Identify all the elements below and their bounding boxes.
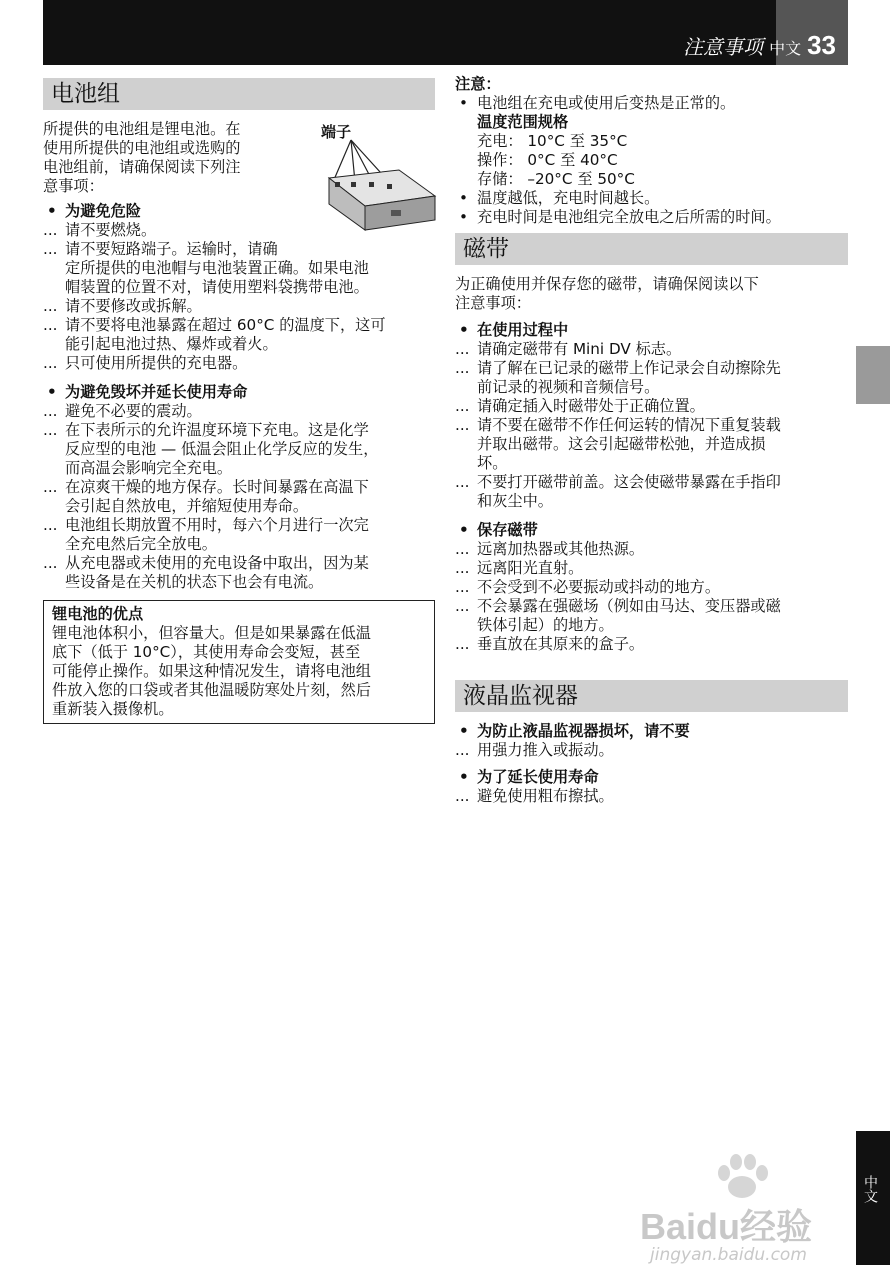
- battery-illustration: [321, 120, 439, 232]
- notes-item: • 温度越低，充电时间越长。: [455, 189, 848, 208]
- header-bar: [43, 0, 848, 65]
- side-tab-language: [856, 1131, 890, 1265]
- list-item-cont: 前记录的视频和音频信号。: [477, 378, 660, 396]
- box-line: 重新装入摄像机。: [52, 700, 174, 718]
- list-item-cont: 和灰尘中。: [477, 492, 553, 510]
- box-line: 底下（低于 10°C），其使用寿命会变短，甚至: [52, 643, 361, 661]
- left-column: [43, 78, 435, 724]
- list-item: ... 避免使用粗布擦拭。: [455, 787, 848, 806]
- list-item: ... 垂直放在其原来的盒子。: [455, 635, 848, 654]
- list-item: ... 从充电器或未使用的充电设备中取出，因为某: [43, 554, 435, 573]
- list-item-cont: 会引起自然放电，并缩短使用寿命。: [65, 497, 308, 515]
- list-item-cont: 帽装置的位置不对，请使用塑料袋携带电池。: [65, 278, 369, 296]
- list-item: ... 只可使用所提供的充电器。: [43, 354, 435, 373]
- tape-intro-line: 注意事项：: [455, 294, 531, 312]
- list-item: ... 在凉爽干燥的地方保存。长时间暴露在高温下: [43, 478, 435, 497]
- side-tab-label: 中文: [862, 1175, 878, 1203]
- intro-line: 电池组前，请确保阅读下列注: [43, 158, 241, 176]
- side-tab-gray: [856, 346, 890, 404]
- header-title: 注意事项: [683, 35, 764, 59]
- list-item: ... 请确定磁带有 Mini DV 标志。: [455, 340, 848, 359]
- spec-line: 充电： 10°C 至 35°C: [477, 132, 628, 150]
- list-item-cont: 全充电然后完全放电。: [65, 535, 217, 553]
- tape-store-title: • 保存磁带: [455, 521, 848, 540]
- paw-icon: [712, 1153, 772, 1203]
- lithium-info-box: [43, 600, 435, 724]
- list-item: ... 请不要燃烧。: [43, 221, 435, 240]
- list-item-cont: 能引起电池过热、爆炸或着火。: [65, 335, 278, 353]
- list-item: ... 请不要修改或拆解。: [43, 297, 435, 316]
- spec-title: 温度范围规格: [477, 113, 569, 131]
- list-item: ... 用强力推入或振动。: [455, 741, 848, 760]
- spec-line: 操作： 0°C 至 40°C: [477, 151, 618, 169]
- watermark-brand: Baidu经验: [640, 1206, 813, 1247]
- list-item: ... 请了解在已记录的磁带上作记录会自动擦除先: [455, 359, 848, 378]
- box-line: 锂电池体积小，但容量大。但是如果暴露在低温: [52, 624, 371, 642]
- list-item-cont: 定所提供的电池帽与电池装置正确。如果电池: [65, 259, 369, 277]
- box-line: 件放入您的口袋或者其他温暖防寒处片刻，然后: [52, 681, 371, 699]
- list-item: ... 在下表所示的允许温度环境下充电。这是化学: [43, 421, 435, 440]
- list-item: ... 远离加热器或其他热源。: [455, 540, 848, 559]
- intro-line: 使用所提供的电池组或选购的: [43, 139, 241, 157]
- life-title: • 为避免毁坏并延长使用寿命: [43, 383, 435, 402]
- intro-line: 所提供的电池组是锂电池。在: [43, 120, 241, 138]
- intro-line: 意事项：: [43, 177, 104, 195]
- list-item-cont: 而高温会影响完全充电。: [65, 459, 233, 477]
- tape-use-title: • 在使用过程中: [455, 321, 848, 340]
- list-item: ... 电池组长期放置不用时，每六个月进行一次完: [43, 516, 435, 535]
- terminal-label: 端子: [321, 123, 352, 141]
- right-column: [455, 75, 848, 806]
- list-item: ... 请不要短路端子。运输时，请确: [43, 240, 435, 259]
- list-item-cont: 并取出磁带。这会引起磁带松弛，并造成损: [477, 435, 766, 453]
- list-item: ... 避免不必要的震动。: [43, 402, 435, 421]
- list-item-cont: 反应型的电池 — 低温会阻止化学反应的发生，: [65, 440, 379, 458]
- spec-line: 存储： –20°C 至 50°C: [477, 170, 635, 188]
- list-item-cont: 坏。: [477, 454, 508, 472]
- list-item: ... 请不要在磁带不作任何运转的情况下重复装载: [455, 416, 848, 435]
- tape-heading: 磁带: [455, 233, 848, 265]
- notes-title: 注意：: [455, 75, 501, 93]
- box-line: 可能停止操作。如果这种情况发生，请将电池组: [52, 662, 371, 680]
- list-item: ... 不会暴露在强磁场（例如由马达、变压器或磁: [455, 597, 848, 616]
- list-item-cont: 铁体引起）的地方。: [477, 616, 614, 634]
- lcd-prevent-title: • 为防止液晶监视器损坏，请不要: [455, 722, 848, 741]
- list-item-cont: 些设备是在关机的状态下也会有电流。: [65, 573, 324, 591]
- list-item: ... 不会受到不必要振动或抖动的地方。: [455, 578, 848, 597]
- header-text: [683, 30, 836, 61]
- list-item: ... 远离阳光直射。: [455, 559, 848, 578]
- danger-title: • 为避免危险: [43, 202, 435, 221]
- battery-heading: 电池组: [43, 78, 435, 110]
- notes-item: • 电池组在充电或使用后变热是正常的。: [455, 94, 848, 113]
- watermark: [640, 1153, 840, 1268]
- list-item: ... 请不要将电池暴露在超过 60°C 的温度下，这可: [43, 316, 435, 335]
- box-title: 锂电池的优点: [52, 605, 144, 623]
- lcd-heading: 液晶监视器: [455, 680, 848, 712]
- list-item: ... 请确定插入时磁带处于正确位置。: [455, 397, 848, 416]
- watermark-url: jingyan.baidu.com: [650, 1245, 807, 1265]
- list-item: ... 不要打开磁带前盖。这会使磁带暴露在手指印: [455, 473, 848, 492]
- header-lang: 中文: [769, 39, 802, 58]
- lcd-life-title: • 为了延长使用寿命: [455, 768, 848, 787]
- page-number: 33: [807, 30, 836, 60]
- tape-intro-line: 为正确使用并保存您的磁带，请确保阅读以下: [455, 275, 759, 293]
- notes-item: • 充电时间是电池组完全放电之后所需的时间。: [455, 208, 848, 227]
